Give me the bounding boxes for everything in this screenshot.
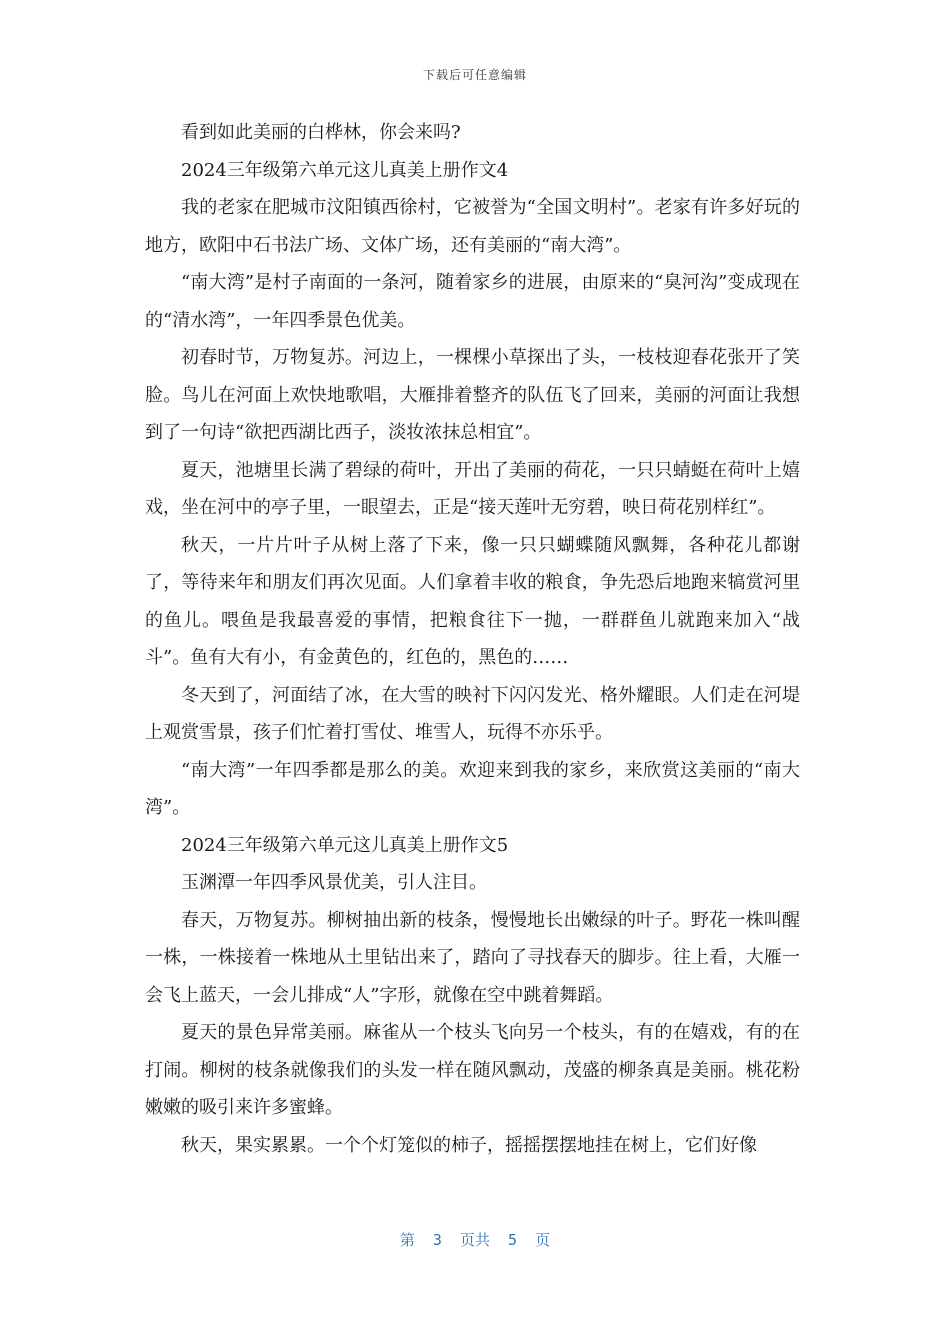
page-header: 下载后可任意编辑 [422,68,527,82]
paragraph: 夏天的景色异常美丽。麻雀从一个枝头飞向另一个枝头，有的在嬉戏，有的在打闹。柳树的枝条就像我们的头发一样在随风飘动，茂盛的柳条真是美丽。桃花粉嫩嫩的吸引来许多蜜蜂。 [145,1022,800,1118]
paragraph: 夏天，池塘里长满了碧绿的荷叶，开出了美丽的荷花，一只只蜻蜓在荷叶上嬉戏，坐在河中的亭子里，一眼望去，正是“接天莲叶无穷碧，映日荷花别样红”。 [145,459,800,518]
section-title: 2024三年级第六单元这儿真美上册作文5 [181,834,509,856]
paragraph: 秋天，果实累累。一个个灯笼似的柿子，摇摇摆摆地挂在树上，它们好像 [181,1134,757,1156]
paragraph: 春天，万物复苏。柳树抽出新的枝条，慢慢地长出嫩绿的叶子。野花一株叫醒一株，一株接着一株地从土里钻出来了，踏向了寻找春天的脚步。往上看，大雁一会飞上蓝天，一会儿排成“人”字形，就像在空中跳着舞蹈。 [145,909,800,1006]
paragraph: 初春时节，万物复苏。河边上，一棵棵小草探出了头，一枝枝迎春花张开了笑脸。鸟儿在河面上欢快地歌唱，大雁排着整齐的队伍飞了回来，美丽的河面让我想到了一句诗“欲把西湖比西子，淡妆浓抹总相宜”。 [145,347,800,443]
paragraph: 玉渊潭一年四季风景优美，引人注目。 [181,872,487,893]
paragraph: “南大湾”是村子南面的一条河，随着家乡的进展，由原来的“臭河沟”变成现在的“清水湾”，一年四季景色优美。 [145,272,800,331]
document-body [145,114,800,1164]
paragraph: 我的老家在肥城市汶阳镇西徐村，它被誉为“全国文明村”。老家有许多好玩的地方，欧阳中石书法广场、文体广场，还有美丽的“南大湾”。 [145,197,800,256]
paragraph: 秋天，一片片叶子从树上落了下来，像一只只蝴蝶随风飘舞，各种花儿都谢了，等待来年和朋友们再次见面。人们拿着丰收的粮食，争先恐后地跑来犒赏河里的鱼儿。喂鱼是我最喜爱的事情，把粮食往下一抛，一群群鱼儿就跑来加入“战斗”。鱼有大有小，有金黄色的，红色的，黑色的…… [145,534,800,668]
page-number: 第 3 页共 5 页 [399,1231,551,1249]
paragraph: 看到如此美丽的白桦林，你会来吗? [181,122,461,143]
paragraph: “南大湾”一年四季都是那么的美。欢迎来到我的家乡，来欣赏这美丽的“南大湾”。 [145,759,800,818]
section-title: 2024三年级第六单元这儿真美上册作文4 [181,159,509,181]
paragraph: 冬天到了，河面结了冰，在大雪的映衬下闪闪发光、格外耀眼。人们走在河堤上观赏雪景，孩子们忙着打雪仗、堆雪人，玩得不亦乐乎。 [145,684,800,743]
